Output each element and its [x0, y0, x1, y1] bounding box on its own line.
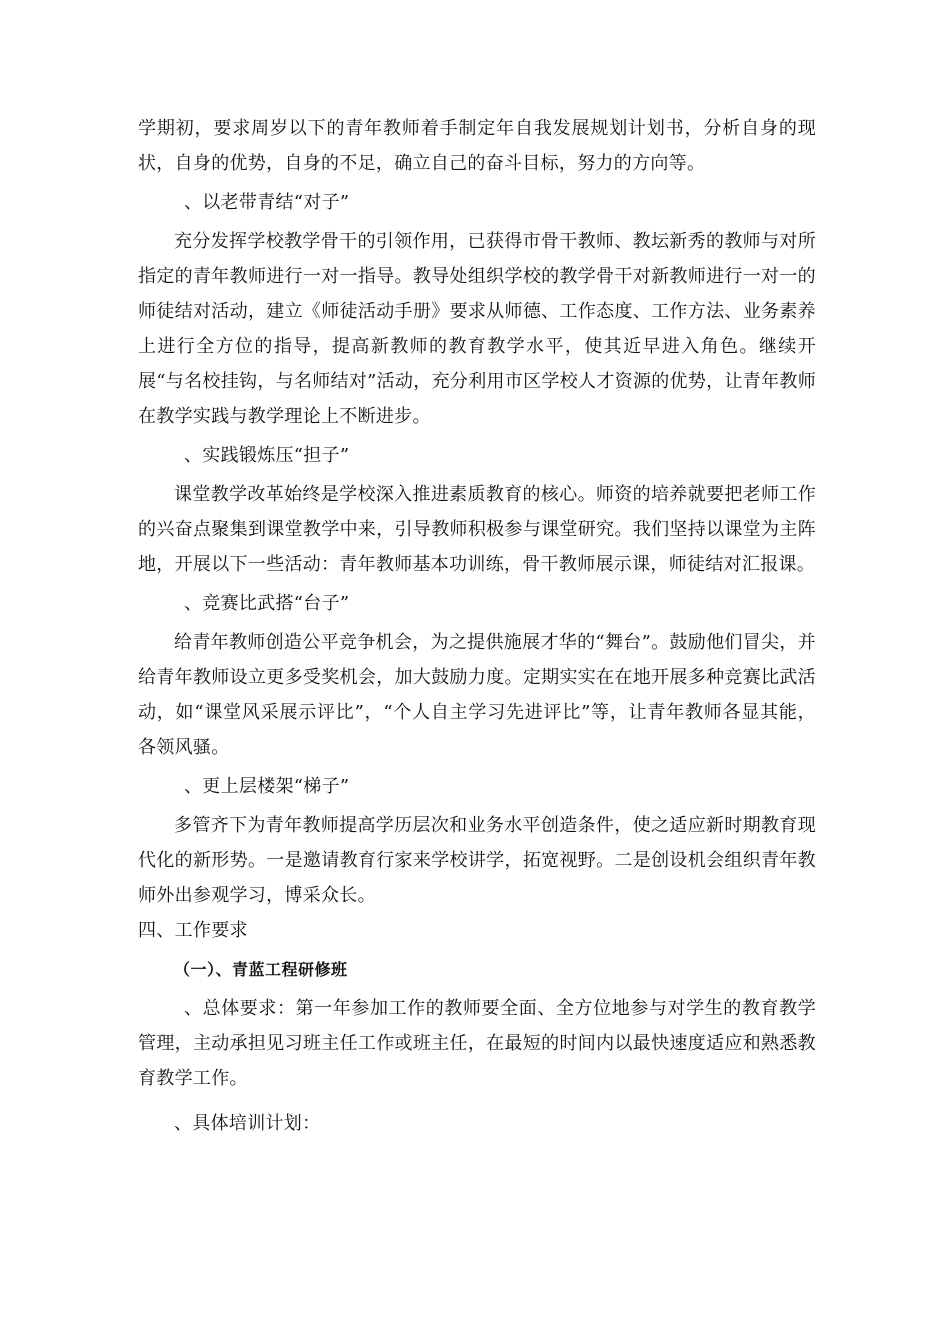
heading-competition-platform: 、竞赛比武搭“台子” [184, 593, 350, 614]
heading-practice-training: 、实践锻炼压“担子” [184, 445, 350, 466]
spacer [138, 1096, 816, 1106]
paragraph-mentor-pairing: 充分发挥学校教学骨干的引领作用，已获得市骨干教师、教坛新秀的教师与对所指定的青年教师进行一对一指导。教导处组织学校的教学骨干对新教师进行一对一的师徒结对活动，建立《师徒活动手册》要求从师德、工作态度、工作方法、业务素养上进行全方位的指导，提高新教师的教育教学水平，使其近早进入角色。继续开展“与名校挂钩，与名师结对”活动，充分利用市区学校人才资源的优势，让青年教师在教学实践与教学理论上不断进步。 [138, 231, 816, 427]
paragraph-competition-platform: 给青年教师创造公平竞争机会，为之提供施展才华的“舞台”。鼓励他们冒尖，并给青年教师设立更多受奖机会，加大鼓励力度。定期实实在在地开展多种竞赛比武活动，如“课堂风采展示评比”，“个人自主学习先进评比”等，让青年教师各显其能，各领风骚。 [138, 632, 816, 758]
document-body [138, 111, 816, 1141]
heading-further-study-ladder: 、更上层楼架“梯子” [184, 776, 350, 797]
section-heading-work-requirements: 四、工作要求 [138, 920, 248, 941]
paragraph-further-study-ladder: 多管齐下为青年教师提高学历层次和业务水平创造条件，使之适应新时期教育现代化的新形势。一是邀请教育行家来学校讲学，拓宽视野。二是创设机会组织青年教师外出参观学习，博采众长。 [138, 815, 816, 906]
paragraph-self-development-plan: 学期初，要求周岁以下的青年教师着手制定年自我发展规划计划书，分析自身的现状，自身的优势，自身的不足，确立自己的奋斗目标，努力的方向等。 [138, 118, 816, 174]
paragraph-overall-requirements: 、总体要求：第一年参加工作的教师要全面、全方位地参与对学生的教育教学管理，主动承担见习班主任工作或班主任，在最短的时间内以最快速度适应和熟悉教育教学工作。 [138, 998, 816, 1089]
heading-training-plan: 、具体培训计划： [174, 1113, 321, 1134]
heading-mentor-pairing: 、以老带青结“对子” [184, 192, 350, 213]
subsection-heading-training-class: （一）、青蓝工程研修班 [174, 960, 348, 979]
paragraph-practice-training: 课堂教学改革始终是学校深入推进素质教育的核心。师资的培养就要把老师工作的兴奋点聚集到课堂教学中来，引导教师积极参与课堂研究。我们坚持以课堂为主阵地，开展以下一些活动：青年教师基本功训练，骨干教师展示课，师徒结对汇报课。 [138, 484, 816, 575]
